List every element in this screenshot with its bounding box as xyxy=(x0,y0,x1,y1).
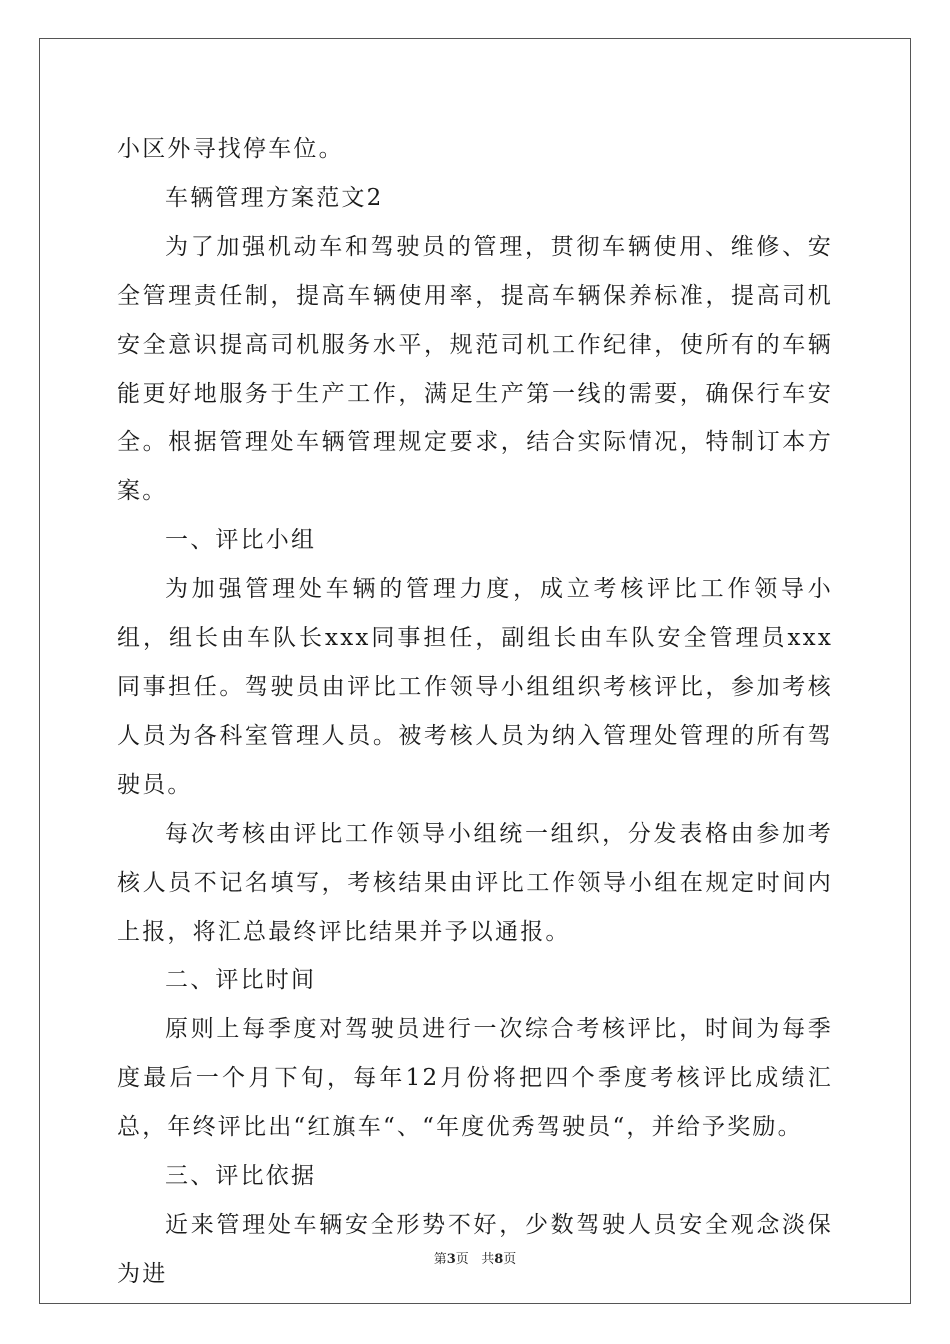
paragraph-intro: 为了加强机动车和驾驶员的管理，贯彻车辆使用、维修、安全管理责任制，提高车辆使用率，提高车辆保养标准，提高司机安全意识提高司机服务水平，规范司机工作纪律，使所有的车辆能更好地服务于生产工作，满足生产第一线的需要，确保行车安全。根据管理处车辆管理规定要求，结合实际情况，特制订本方案。 xyxy=(117,233,833,505)
footer-total-suffix: 页 xyxy=(503,1252,517,1267)
paragraph-1: 小区外寻找停车位。 xyxy=(117,136,344,162)
heading-3: 三、评比依据 xyxy=(165,1163,317,1190)
paragraph-group: 为加强管理处车辆的管理力度，成立考核评比工作领导小组，组长由车队长xxx同事担任，副组长由车队安全管理员xxx同事担任。驾驶员由评比工作领导小组组织考核评比，参加考核人员为各科室管理人员。被考核人员为纳入管理处管理的所有驾驶员。 xyxy=(117,576,833,798)
heading-1: 一、评比小组 xyxy=(165,527,317,554)
footer-page-number: 3 xyxy=(446,1252,456,1267)
heading-2: 二、评比时间 xyxy=(165,967,317,994)
page-footer xyxy=(0,1248,950,1267)
paragraph-basis: 近来管理处车辆安全形势不好，少数驾驶人员安全观念淡保为进 xyxy=(117,1211,833,1287)
footer-page-suffix: 页 xyxy=(455,1252,469,1267)
document-body xyxy=(117,125,833,1299)
paragraph-time: 原则上每季度对驾驶员进行一次综合考核评比，时间为每季度最后一个月下旬，每年12月份将把四个季度考核评比成绩汇总，年终评比出“红旗车“、“年度优秀驾驶员“，并给予奖励。 xyxy=(117,1016,833,1141)
section-title: 车辆管理方案范文2 xyxy=(165,184,384,211)
paragraph-assessment: 每次考核由评比工作领导小组统一组织，分发表格由参加考核人员不记名填写，考核结果由评比工作领导小组在规定时间内上报，将汇总最终评比结果并予以通报。 xyxy=(117,820,833,945)
footer-total-number: 8 xyxy=(494,1252,504,1267)
footer-total-prefix: 共 xyxy=(481,1252,495,1267)
footer-page-prefix: 第 xyxy=(433,1252,447,1267)
